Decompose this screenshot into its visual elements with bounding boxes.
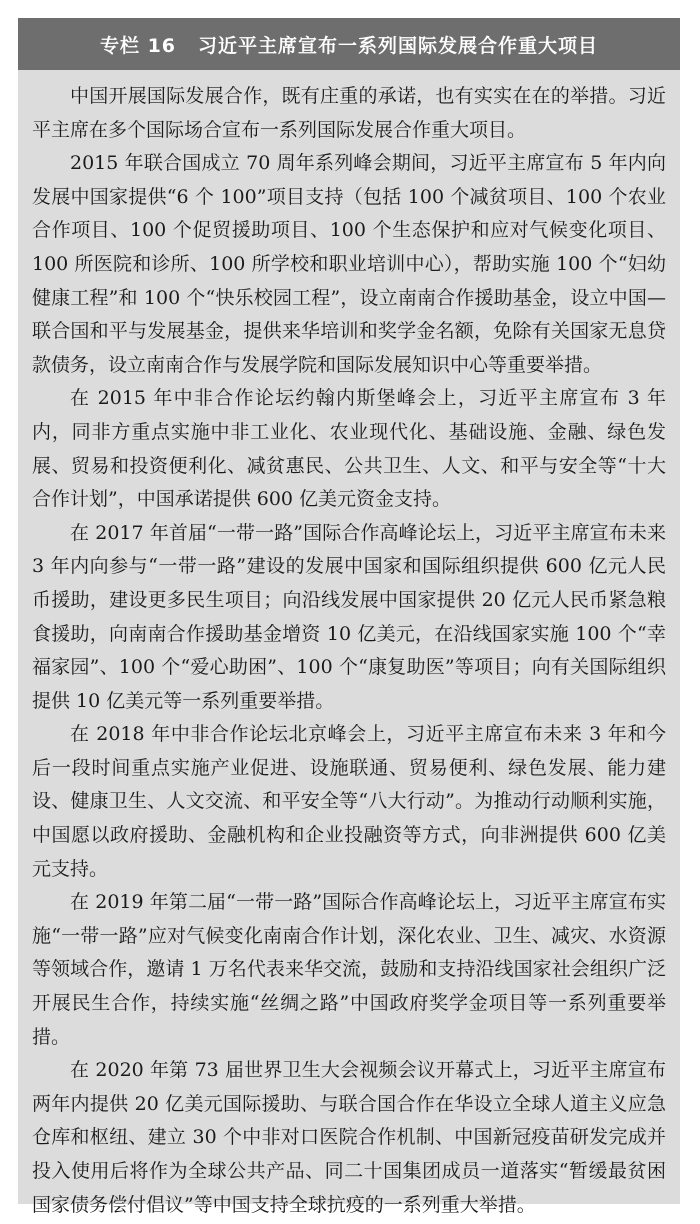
- column-title: 习近平主席宣布一系列国际发展合作重大项目: [198, 34, 599, 57]
- column-label: 专栏 16: [99, 34, 177, 57]
- paragraph-2018-focac-beijing: 在 2018 年中非合作论坛北京峰会上，习近平主席宣布未来 3 年和今后一段时间重点实施产业促进、设施联通、贸易便利、绿色发展、能力建设、健康卫生、人文交流、和平安全等“八大行动”。为推动行动顺利实施，中国愿以政府援助、金融机构和企业投融资等方式，向非洲提供 600 亿美元支持。: [32, 723, 666, 880]
- paragraph-intro: 中国开展国际发展合作，既有庄重的承诺，也有实实在在的举措。习近平主席在多个国际场合宣布一系列国际发展合作重大项目。: [32, 85, 666, 141]
- paragraph-2015-un-summit: 2015 年联合国成立 70 周年系列峰会期间，习近平主席宣布 5 年内向发展中国家提供“6 个 100”项目支持（包括 100 个减贫项目、100 个农业合作项目、100 个促贸援助项目、100 个生态保护和应对气候变化项目、100 所医院和诊所、100 所学校和职业培训中心），帮助实施 100 个“妇幼健康工程”和 100 个“快乐校园工程”，设立南南合作援助基金，设立中国—联合国和平与发展基金，提供来华培训和奖学金名额，免除有关国家无息贷款债务，设立南南合作与发展学院和国际发展知识中心等重要举措。: [32, 152, 666, 376]
- paragraph-2020-world-health-assembly: 在 2020 年第 73 届世界卫生大会视频会议开幕式上，习近平主席宣布两年内提供 20 亿美元国际援助、与联合国合作在华设立全球人道主义应急仓库和枢纽、建立 30 个中非对口医院合作机制、中国新冠疫苗研发完成并投入使用后将作为全球公共产品、同二十国集团成员一道落实“暂缓最贫困国家债务偿付倡议”等中国支持全球抗疫的一系列重大举措。: [32, 1059, 666, 1216]
- paragraph-2019-belt-and-road-forum: 在 2019 年第二届“一带一路”国际合作高峰论坛上，习近平主席宣布实施“一带一路”应对气候变化南南合作计划，深化农业、卫生、减灾、水资源等领域合作，邀请 1 万名代表来华交流，鼓励和支持沿线国家社会组织广泛开展民生合作，持续实施“丝绸之路”中国政府奖学金项目等一系列重要举措。: [32, 891, 666, 1048]
- column-body: [18, 70, 680, 1222]
- column-header: [18, 18, 680, 70]
- paragraph-2015-focac-johannesburg: 在 2015 年中非合作论坛约翰内斯堡峰会上，习近平主席宣布 3 年内，同非方重点实施中非工业化、农业现代化、基础设施、金融、绿色发展、贸易和投资便利化、减贫惠民、公共卫生、人文、和平与安全等“十大合作计划”，中国承诺提供 600 亿美元资金支持。: [32, 387, 666, 511]
- paragraph-2017-belt-and-road-forum: 在 2017 年首届“一带一路”国际合作高峰论坛上，习近平主席宣布未来 3 年内向参与“一带一路”建设的发展中国家和国际组织提供 600 亿元人民币援助，建设更多民生项目；向沿线发展中国家提供 20 亿元人民币紧急粮食援助，向南南合作援助基金增资 10 亿美元，在沿线国家实施 100 个“幸福家园”、100 个“爱心助困”、100 个“康复助医”等项目；向有关国际组织提供 10 亿美元等一系列重要举措。: [32, 521, 666, 712]
- column-box: [18, 18, 680, 1216]
